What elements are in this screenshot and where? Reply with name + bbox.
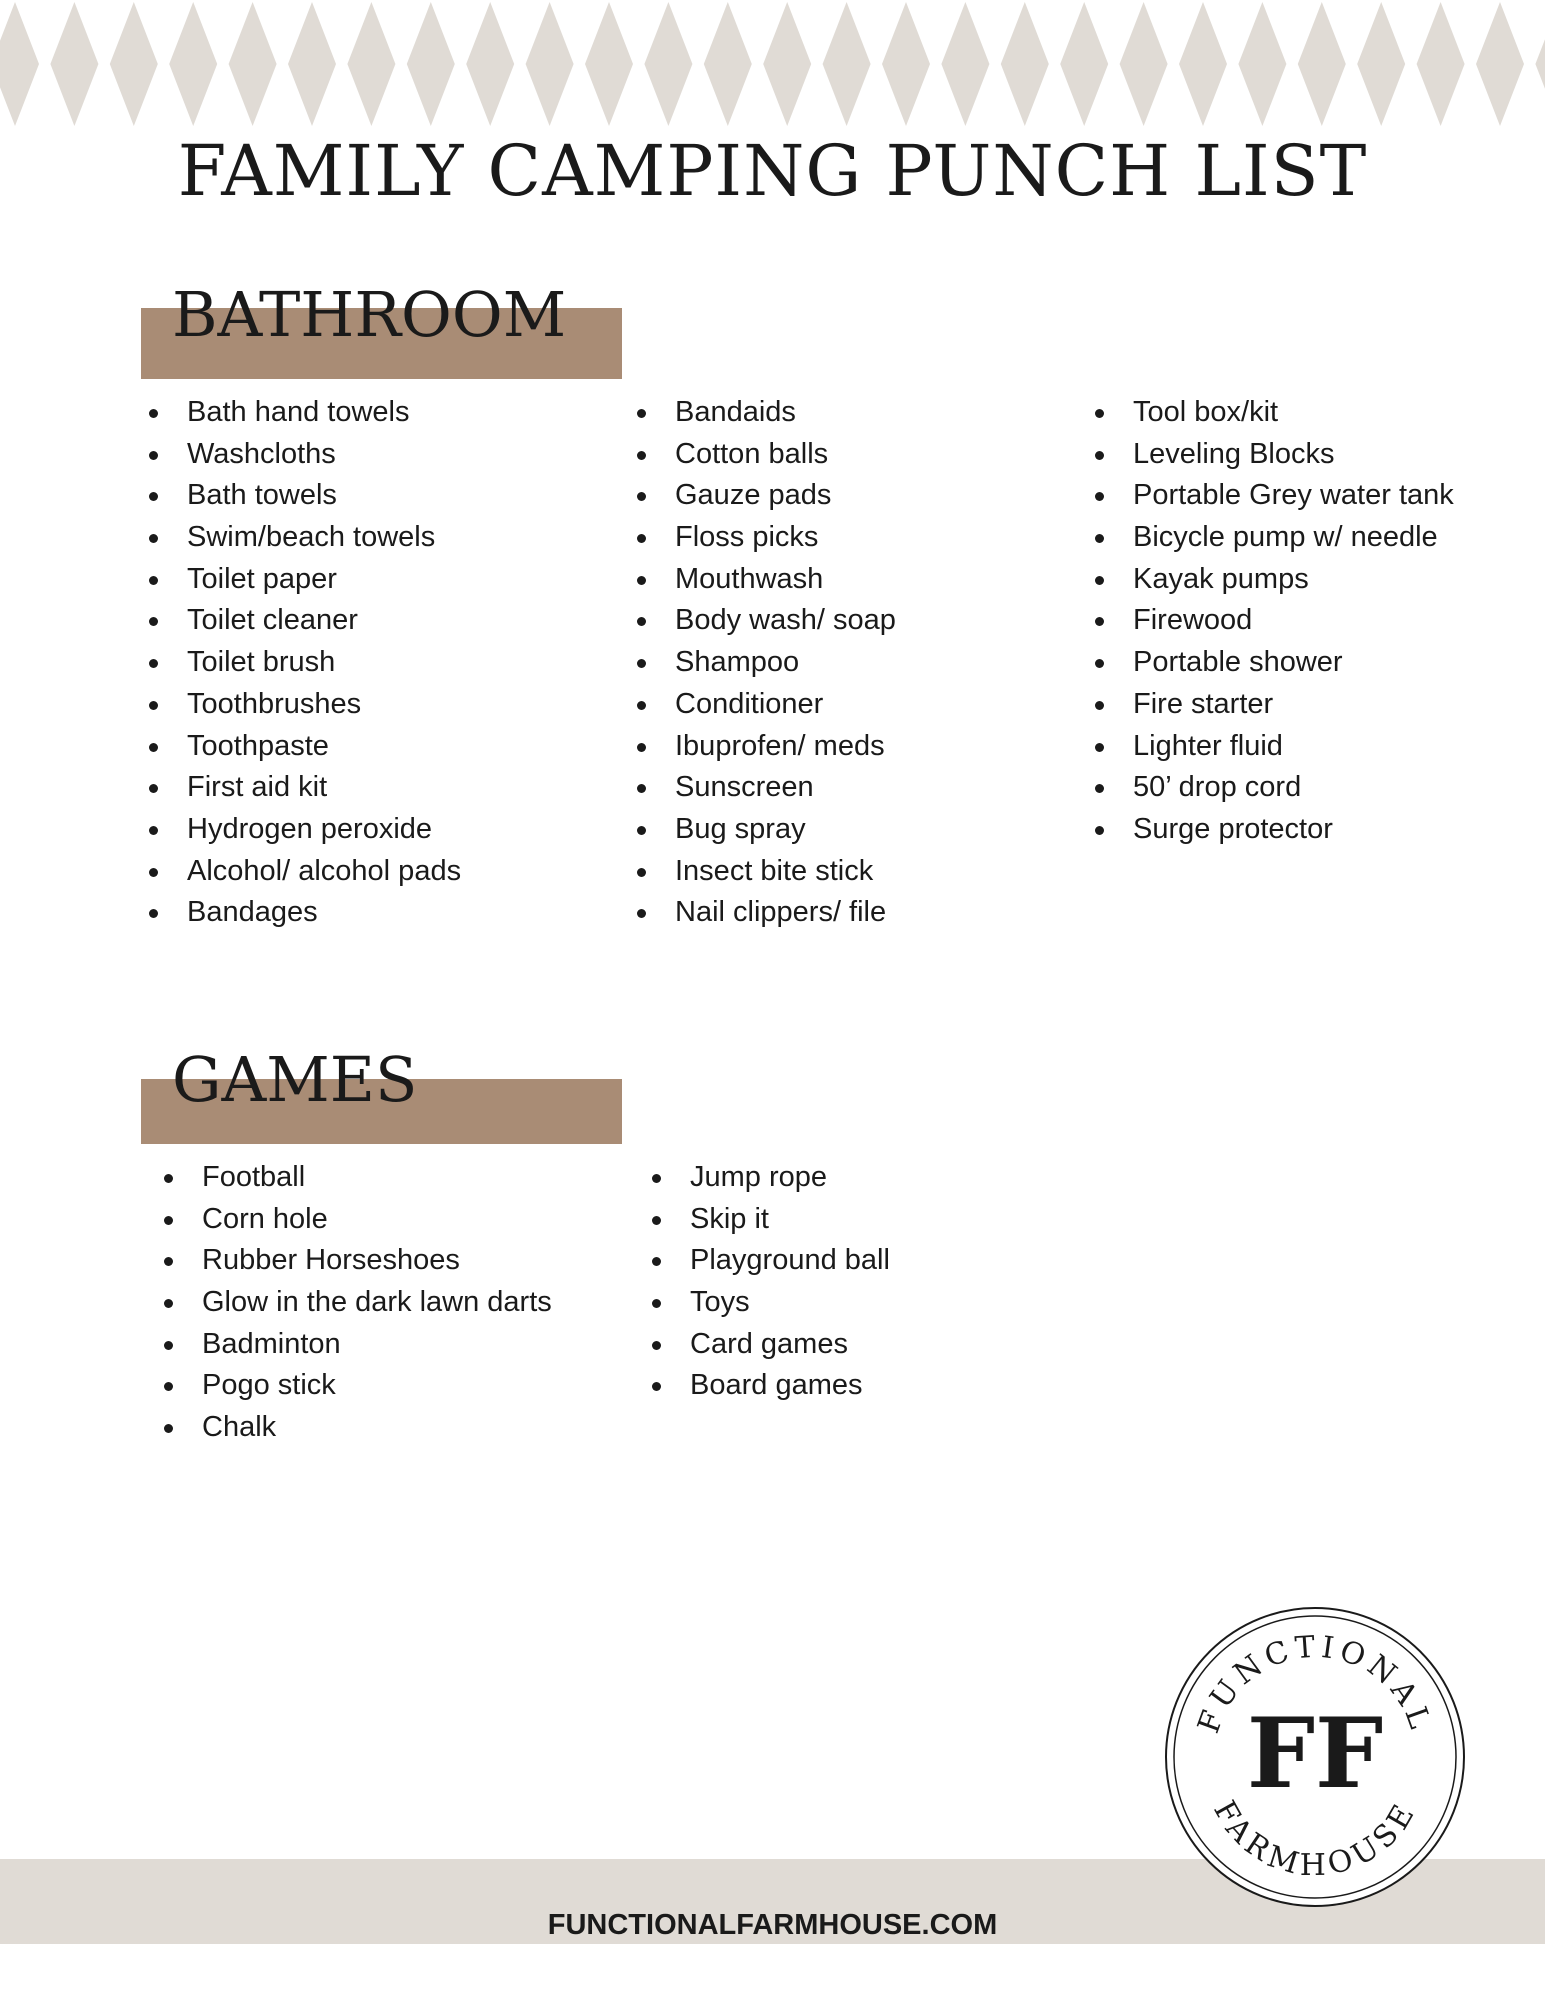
list-item: Corn hole (162, 1199, 552, 1241)
list-item: Bicycle pump w/ needle (1093, 517, 1454, 559)
bathroom-list-col-3 (1093, 392, 1454, 851)
page-title: FAMILY CAMPING PUNCH LIST (177, 130, 1368, 212)
list-item: 50’ drop cord (1093, 767, 1454, 809)
list-item: Portable Grey water tank (1093, 475, 1454, 517)
list-item: Skip it (650, 1199, 890, 1241)
list-item: Toothbrushes (147, 684, 461, 726)
list-item: Sunscreen (635, 767, 896, 809)
diamond-shape (229, 2, 277, 126)
diamond-shape (50, 2, 98, 126)
footer-url: FUNCTIONALFARMHOUSE.COM (547, 1909, 998, 1941)
diamond-shape (1001, 2, 1049, 126)
list-item: Fire starter (1093, 684, 1454, 726)
list-item: Shampoo (635, 642, 896, 684)
diamond-shape (1417, 2, 1465, 126)
list-item: Surge protector (1093, 809, 1454, 851)
list-item: Hydrogen peroxide (147, 809, 461, 851)
diamond-shape (526, 2, 574, 126)
list-item: Toilet paper (147, 559, 461, 601)
functional-farmhouse-logo (1163, 1605, 1467, 1909)
list-item: Cotton balls (635, 434, 896, 476)
diamond-shape (466, 2, 514, 126)
list-item: Gauze pads (635, 475, 896, 517)
list-item: Football (162, 1157, 552, 1199)
list-item: Toilet cleaner (147, 600, 461, 642)
bathroom-list-col-2 (635, 392, 896, 934)
list-item: Alcohol/ alcohol pads (147, 851, 461, 893)
list-item: Toilet brush (147, 642, 461, 684)
list-item: Board games (650, 1365, 890, 1407)
list-item: Pogo stick (162, 1365, 552, 1407)
list-item: Toys (650, 1282, 890, 1324)
list-item: Bug spray (635, 809, 896, 851)
diamond-shape (941, 2, 989, 126)
diamond-shape (882, 2, 930, 126)
list-item: Mouthwash (635, 559, 896, 601)
diamond-shape (1060, 2, 1108, 126)
list-item: Firewood (1093, 600, 1454, 642)
diamond-shape (1120, 2, 1168, 126)
diamond-shape (288, 2, 336, 126)
diamond-shape (644, 2, 692, 126)
diamond-shape (407, 2, 455, 126)
list-item: Portable shower (1093, 642, 1454, 684)
diamond-shape (823, 2, 871, 126)
list-item: Rubber Horseshoes (162, 1240, 552, 1282)
games-heading: GAMES (172, 1043, 418, 1116)
diamond-shape (1476, 2, 1524, 126)
list-item: Swim/beach towels (147, 517, 461, 559)
diamond-shape (1357, 2, 1405, 126)
diamond-shape (1298, 2, 1346, 126)
diamond-shape (1238, 2, 1286, 126)
list-item: Nail clippers/ file (635, 892, 896, 934)
list-item: Jump rope (650, 1157, 890, 1199)
diamond-shape (347, 2, 395, 126)
diamond-shape (0, 2, 39, 126)
bathroom-list-col-1 (147, 392, 461, 934)
list-item: Badminton (162, 1324, 552, 1366)
list-item: Bath towels (147, 475, 461, 517)
list-item: Chalk (162, 1407, 552, 1449)
diamond-shape (110, 2, 158, 126)
diamond-shape (704, 2, 752, 126)
list-item: Conditioner (635, 684, 896, 726)
logo-monogram: FF (1246, 1697, 1384, 1810)
list-item: Bandaids (635, 392, 896, 434)
diamond-shape (763, 2, 811, 126)
list-item: Lighter fluid (1093, 726, 1454, 768)
list-item: Insect bite stick (635, 851, 896, 893)
bathroom-heading: BATHROOM (172, 278, 567, 351)
logo-bottom-text: FARMHOUSE (1206, 1794, 1424, 1884)
list-item: Card games (650, 1324, 890, 1366)
list-item: Body wash/ soap (635, 600, 896, 642)
list-item: Toothpaste (147, 726, 461, 768)
list-item: Bandages (147, 892, 461, 934)
logo-top-text: FUNCTIONAL (1191, 1629, 1439, 1738)
diamond-shape (169, 2, 217, 126)
list-item: Playground ball (650, 1240, 890, 1282)
games-list-col-1 (162, 1157, 552, 1449)
list-item: Kayak pumps (1093, 559, 1454, 601)
diamond-shape (1535, 2, 1545, 126)
games-list-col-2 (650, 1157, 890, 1407)
list-item: Floss picks (635, 517, 896, 559)
diamond-shape (1179, 2, 1227, 126)
list-item: First aid kit (147, 767, 461, 809)
diamond-shape (585, 2, 633, 126)
list-item: Glow in the dark lawn darts (162, 1282, 552, 1324)
list-item: Leveling Blocks (1093, 434, 1454, 476)
list-item: Washcloths (147, 434, 461, 476)
list-item: Bath hand towels (147, 392, 461, 434)
list-item: Ibuprofen/ meds (635, 726, 896, 768)
list-item: Tool box/kit (1093, 392, 1454, 434)
diamond-pattern-band (0, 0, 1545, 127)
